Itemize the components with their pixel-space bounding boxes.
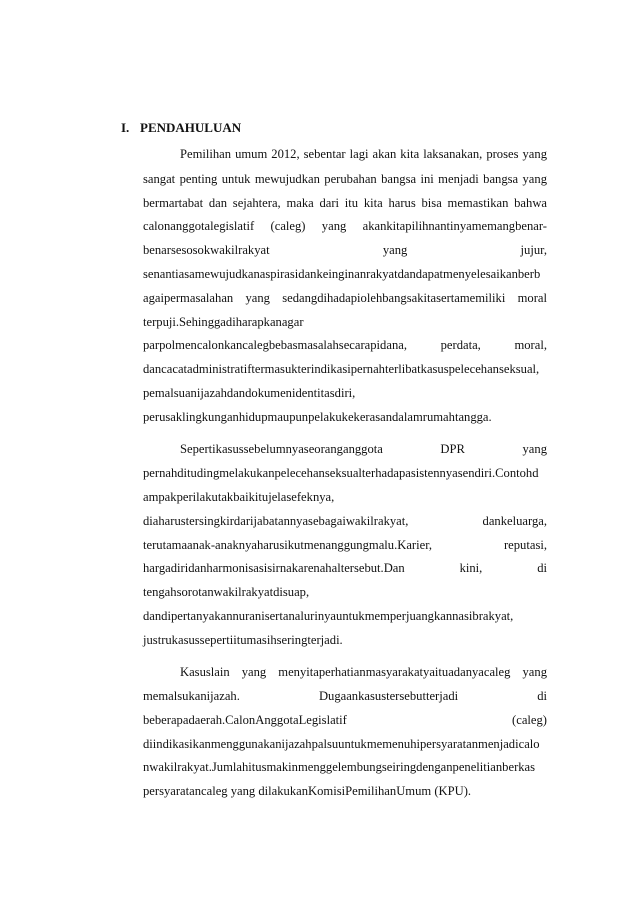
text-line: terpuji.Sehinggadiharapkanagar (143, 315, 304, 329)
text-line: persyaratancaleg yang dilakukanKomisiPemilihanUmum (KPU). (143, 784, 472, 798)
text-line: dandipertanyakannuranisertanalurinyauntukmemperjuangkannasibrakyat, (143, 609, 514, 623)
text-line: tengahsorotanwakilrakyatdisuap, (143, 585, 310, 599)
text-line: sangat penting untuk mewujudkan perubahan bangsa ini menjadi bangsa yang (143, 172, 547, 186)
section-number: I. (121, 120, 130, 135)
text-line: diaharustersingkirdarijabatannyasebagaiwakilrakyat, dankeluarga, (143, 514, 547, 528)
text-line: parpolmencalonkancalegbebasmasalahsecarapidana, perdata, moral, (143, 338, 547, 352)
text-line: dancacatadministratiftermasukterindikasipernahterlibatkasuspelecehanseksual, (143, 362, 540, 376)
text-line: hargadiridanharmonisasisirnakarenahaltersebut.Dan kini, di (143, 561, 547, 575)
text-line: agaipermasalahan yang sedangdihadapiolehbangsakitasertamemiliki moral (143, 291, 547, 305)
text-line: justrukasussepertiitumasihseringterjadi. (143, 633, 343, 647)
text-line: terutamaanak-anaknyaharusikutmenanggungmalu.Karier, reputasi, (143, 538, 547, 552)
text-line: beberapadaerah.CalonAnggotaLegislatif (caleg) (143, 713, 547, 727)
text-line: benarsesosokwakilrakyat yang jujur, (143, 243, 547, 257)
text-line: senantiasamewujudkanaspirasidankeinginanrakyatdandapatmenyelesaikanberb (143, 267, 541, 281)
text-line: perusaklingkunganhidupmaupunpelakukekerasandalamrumahtangga. (143, 410, 492, 424)
text-line: diindikasikanmenggunakanijazahpalsuuntukmemenuhipersyaratanmenjadicalo (143, 737, 540, 751)
text-line: pemalsuanijazahdandokumenidentitasdiri, (143, 386, 356, 400)
text-line: memalsukanijazah. Dugaankasustersebutterjadi di (143, 689, 547, 703)
text-line: ampakperilakutakbaikitujelasefeknya, (143, 490, 335, 504)
section-heading (121, 120, 241, 136)
text-line: calonanggotalegislatif (caleg) yang akankitapilihnantinyamemangbenar- (143, 219, 547, 233)
text-line: nwakilrakyat.Jumlahitusmakinmenggelembungseiringdenganpenelitianberkas (143, 760, 536, 774)
text-line: pernahditudingmelakukanpelecehanseksualterhadapasistennyasendiri.Contohd (143, 466, 539, 480)
text-line: Pemilihan umum 2012, sebentar lagi akan kita laksanakan, proses yang (180, 147, 547, 161)
text-line: bermartabat dan sejahtera, maka dari itu kita harus bisa memastikan bahwa (143, 196, 547, 210)
section-title: PENDAHULUAN (140, 120, 242, 135)
text-line: Kasuslain yang menyitaperhatianmasyarakatyaituadanyacaleg yang (180, 665, 547, 679)
text-line: Sepertikasussebelumnyaseoranganggota DPR yang (180, 442, 547, 456)
